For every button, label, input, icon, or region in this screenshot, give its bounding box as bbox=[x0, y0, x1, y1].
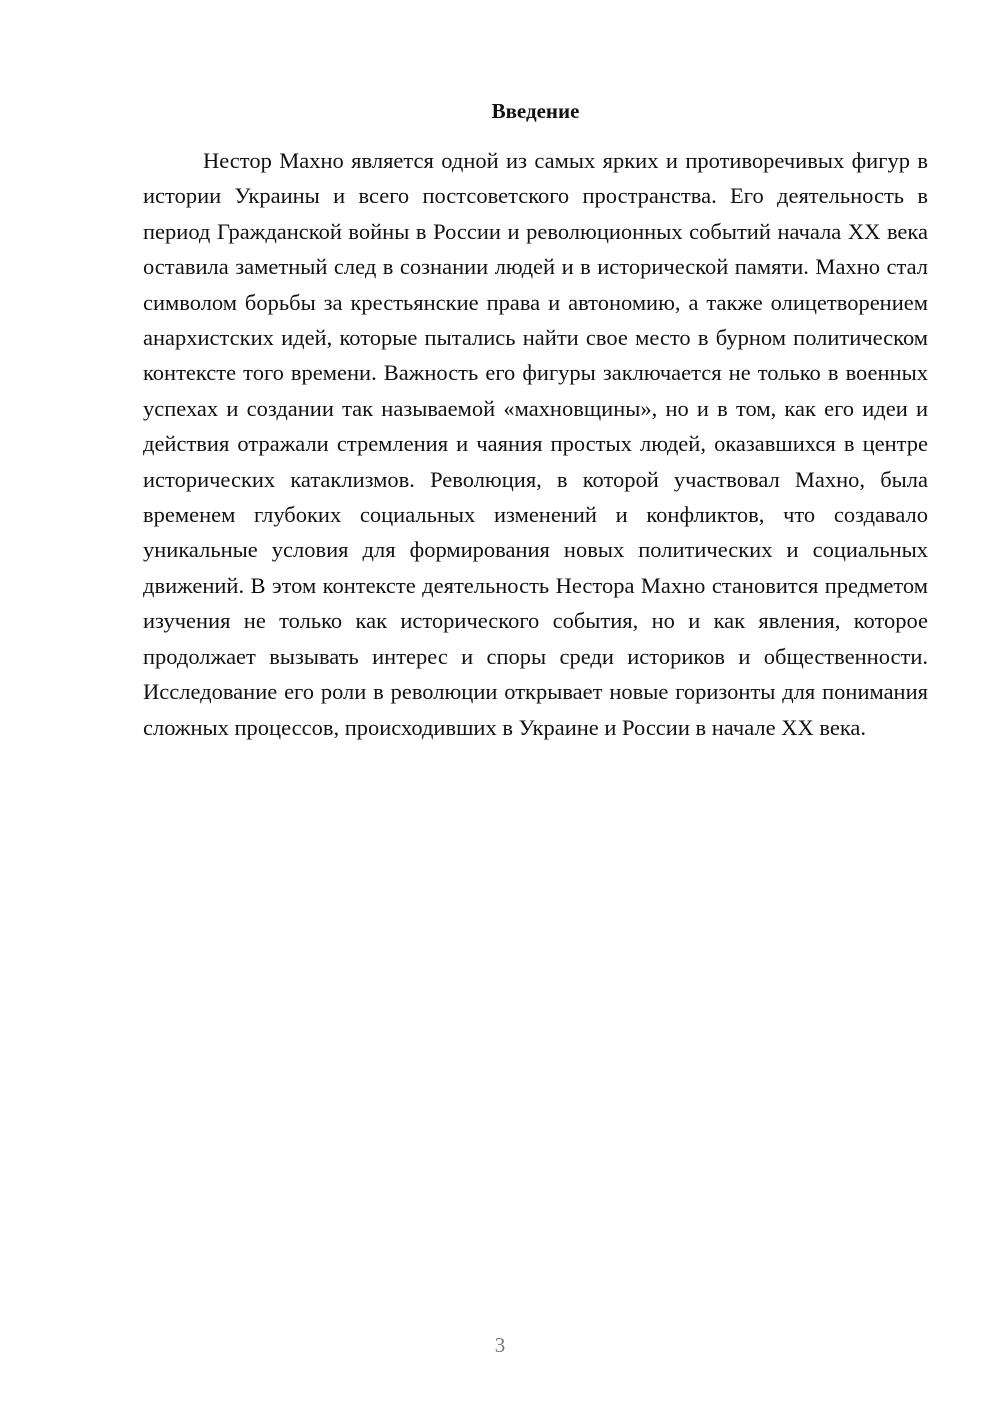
body-paragraph: Нестор Махно является одной из самых ярких и противоречивых фигур в истории Украины и всего постсоветского пространства. Его деятельность в период Гражданской войны в России и революционных событий начала XX века оставила заметный след в сознании людей и в исторической памяти. Махно стал символом борьбы за крестьянские права и автономию, а также олицетворением анархистских идей, которые пытались найти свое место в бурном политическом контексте того времени. Важность его фигуры заключается не только в военных успехах и создании так называемой «махновщины», но и в том, как его идеи и действия отражали стремления и чаяния простых людей, оказавшихся в центре исторических катаклизмов. Революция, в которой участвовал Махно, была временем глубоких социальных изменений и конфликтов, что создавало уникальные условия для формирования новых политических и социальных движений. В этом контексте деятельность Нестора Махно становится предметом изучения не только как исторического события, но и как явления, которое продолжает вызывать интерес и споры среди историков и общественности. Исследование его роли в революции открывает новые горизонты для понимания сложных процессов, происходивших в Украине и России в начале XX века. bbox=[143, 148, 928, 740]
page-number: 3 bbox=[494, 1333, 506, 1357]
section-heading: Введение bbox=[491, 99, 580, 123]
